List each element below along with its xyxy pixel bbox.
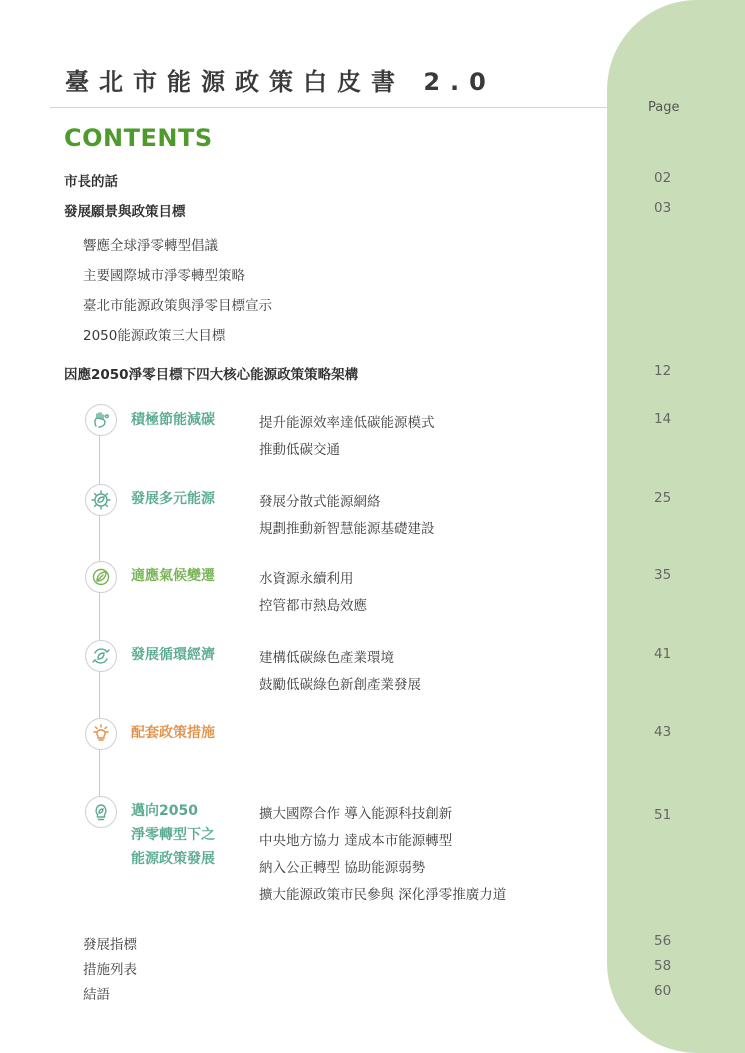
gear-leaf-icon — [85, 484, 117, 516]
strategy-label[interactable]: 配套政策措施 — [131, 725, 215, 741]
strategy-page: 43 — [654, 724, 672, 740]
page-column-label: Page — [648, 100, 680, 115]
document-title: 臺北市能源政策白皮書 2.0 — [65, 68, 496, 96]
globe-leaf-icon — [85, 561, 117, 593]
strategy-item[interactable]: 擴大國際合作 導入能源科技創新 — [259, 806, 453, 822]
strategy-label-line[interactable]: 淨零轉型下之 — [131, 827, 215, 843]
header-rule — [50, 107, 640, 108]
toc-page-indicators: 56 — [654, 933, 672, 949]
strategy-item[interactable]: 提升能源效率達低碳能源模式 — [259, 415, 435, 431]
toc-page-vision: 03 — [654, 200, 672, 216]
strategy-item[interactable]: 規劃推動新智慧能源基礎建設 — [259, 521, 435, 537]
hand-plant-icon — [85, 404, 117, 436]
strategy-item[interactable]: 擴大能源政策市民參與 深化淨零推廣力道 — [259, 887, 507, 903]
strategy-label[interactable]: 發展循環經濟 — [131, 647, 215, 663]
strategy-label[interactable]: 積極節能減碳 — [131, 412, 215, 428]
strategy-page: 14 — [654, 411, 672, 427]
contents-heading: CONTENTS — [64, 124, 213, 152]
strategy-label-line[interactable]: 邁向2050 — [131, 803, 198, 819]
side-panel — [607, 0, 745, 1053]
lightbulb-icon — [85, 718, 117, 750]
toc-entry-indicators[interactable]: 發展指標 — [83, 937, 137, 953]
strategy-item[interactable]: 推動低碳交通 — [259, 442, 340, 458]
strategy-item[interactable]: 水資源永續利用 — [259, 571, 354, 587]
strategy-page: 25 — [654, 490, 672, 506]
strategy-page: 51 — [654, 807, 672, 823]
toc-page-framework: 12 — [654, 363, 672, 379]
strategy-item[interactable]: 中央地方協力 達成本市能源轉型 — [259, 833, 453, 849]
toc-page-conclusion: 60 — [654, 983, 672, 999]
toc-entry-framework[interactable]: 因應2050淨零目標下四大核心能源政策策略架構 — [64, 367, 359, 383]
strategy-item[interactable]: 納入公正轉型 協助能源弱勢 — [259, 860, 426, 876]
strategy-label-line[interactable]: 能源政策發展 — [131, 851, 215, 867]
strategy-item[interactable]: 建構低碳綠色產業環境 — [259, 650, 394, 666]
toc-subitem[interactable]: 主要國際城市淨零轉型策略 — [83, 268, 245, 284]
strategy-item[interactable]: 控管都市熱島效應 — [259, 598, 367, 614]
strategy-page: 41 — [654, 646, 672, 662]
strategy-page: 35 — [654, 567, 672, 583]
toc-subitem[interactable]: 響應全球淨零轉型倡議 — [83, 238, 218, 254]
toc-entry-mayor[interactable]: 市長的話 — [64, 174, 118, 190]
toc-entry-measures[interactable]: 措施列表 — [83, 962, 137, 978]
toc-page-measures: 58 — [654, 958, 672, 974]
toc-entry-vision[interactable]: 發展願景與政策目標 — [64, 204, 186, 220]
strategy-item[interactable]: 發展分散式能源網絡 — [259, 494, 381, 510]
strategy-label[interactable]: 發展多元能源 — [131, 491, 215, 507]
toc-subitem[interactable]: 臺北市能源政策與淨零目標宣示 — [83, 298, 272, 314]
toc-entry-conclusion[interactable]: 結語 — [83, 987, 110, 1003]
strategy-item[interactable]: 鼓勵低碳綠色新創產業發展 — [259, 677, 421, 693]
strategy-label[interactable]: 適應氣候變遷 — [131, 568, 215, 584]
toc-subitem[interactable]: 2050能源政策三大目標 — [83, 328, 226, 344]
bulb-leaf-icon — [85, 796, 117, 828]
toc-page-mayor: 02 — [654, 170, 672, 186]
recycle-leaf-icon — [85, 640, 117, 672]
